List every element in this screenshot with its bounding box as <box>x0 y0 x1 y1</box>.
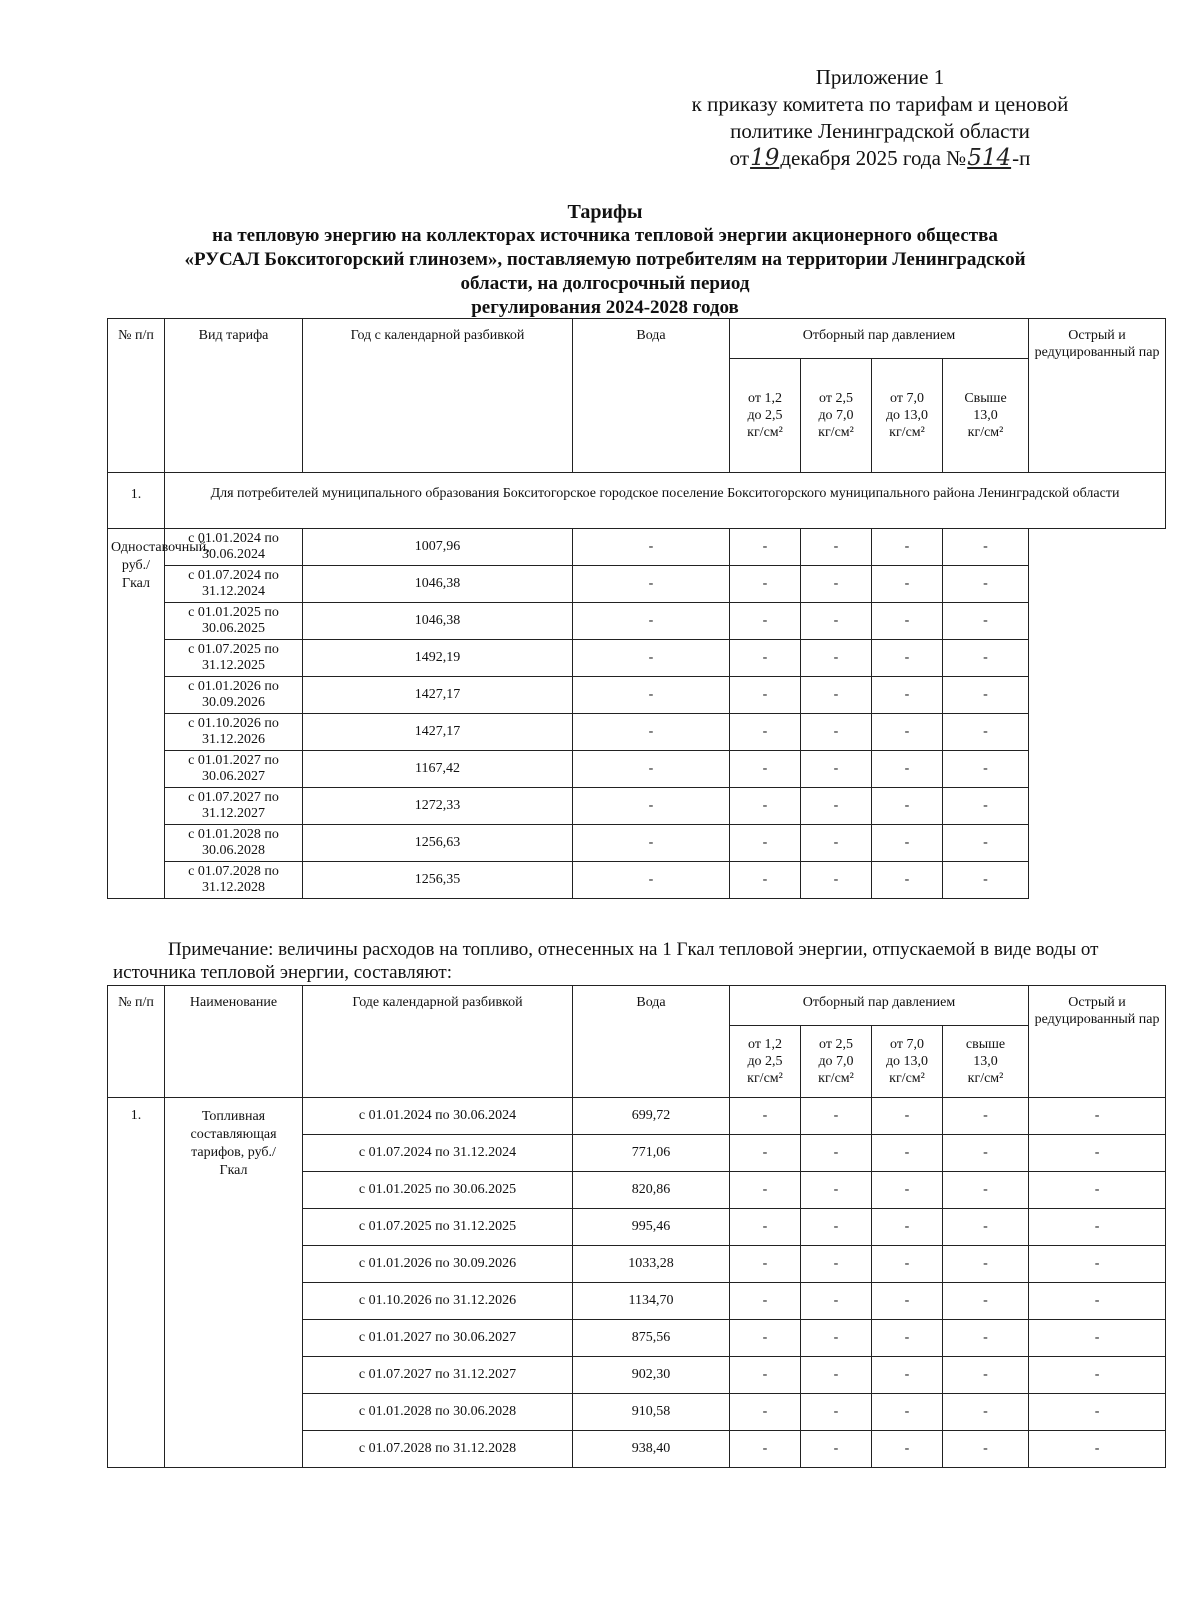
header-num: № п/п <box>108 986 165 1098</box>
dash-cell: - <box>1029 1172 1166 1209</box>
dash-cell: - <box>943 714 1029 751</box>
dash-cell: - <box>872 603 943 640</box>
table-row <box>108 677 1166 714</box>
water-cell: 1256,35 <box>303 862 573 899</box>
dash-cell: - <box>801 529 872 566</box>
dash-cell: - <box>573 677 730 714</box>
dash-cell: - <box>801 640 872 677</box>
pressure-1: от 1,2 до 2,5 кг/см² <box>730 359 801 473</box>
dash-cell: - <box>872 1246 943 1283</box>
dash-cell: - <box>801 825 872 862</box>
water-cell: 699,72 <box>573 1098 730 1135</box>
dash-cell: - <box>801 1209 872 1246</box>
table-row <box>108 1098 1166 1135</box>
dash-cell: - <box>801 714 872 751</box>
header-name: Наименование <box>165 986 303 1098</box>
period-cell: с 01.10.2026 по 31.12.2026 <box>303 1283 573 1320</box>
dash-cell: - <box>730 751 801 788</box>
dash-cell: - <box>801 1320 872 1357</box>
dash-cell: - <box>1029 1283 1166 1320</box>
date-mid: декабря 2025 года № <box>780 146 967 170</box>
header-water: Вода <box>573 986 730 1098</box>
dash-cell: - <box>801 751 872 788</box>
dash-cell: - <box>730 1209 801 1246</box>
dash-cell: - <box>943 1209 1029 1246</box>
dash-cell: - <box>801 603 872 640</box>
water-cell: 1167,42 <box>303 751 573 788</box>
water-cell: 1046,38 <box>303 566 573 603</box>
appendix-line-2: к приказу комитета по тарифам и ценовой <box>691 92 1069 116</box>
water-cell: 938,40 <box>573 1431 730 1468</box>
table-row <box>108 714 1166 751</box>
dash-cell: - <box>801 862 872 899</box>
dash-cell: - <box>872 751 943 788</box>
table-row <box>108 640 1166 677</box>
note-paragraph <box>113 938 1113 984</box>
water-cell: 1427,17 <box>303 677 573 714</box>
table-row <box>108 751 1166 788</box>
period-cell: с 01.07.2024 по 31.12.2024 <box>165 566 303 603</box>
water-cell: 1427,17 <box>303 714 573 751</box>
table-row <box>108 862 1166 899</box>
title-line-3: «РУСАЛ Бокситогорский глинозем», поставляемую потребителям на территории Ленинградской <box>184 249 1026 270</box>
water-cell: 1033,28 <box>573 1246 730 1283</box>
dash-cell: - <box>573 603 730 640</box>
dash-cell: - <box>730 1172 801 1209</box>
dash-cell: - <box>943 788 1029 825</box>
tariff-type: Одноставочный, руб./Гкал <box>108 529 165 899</box>
dash-cell: - <box>801 1098 872 1135</box>
period-cell: с 01.10.2026 по 31.12.2026 <box>165 714 303 751</box>
period-cell: с 01.01.2027 по 30.06.2027 <box>303 1320 573 1357</box>
table-row <box>108 529 1166 566</box>
period-cell: с 01.07.2027 по 31.12.2027 <box>303 1357 573 1394</box>
water-cell: 1134,70 <box>573 1283 730 1320</box>
header-kind: Вид тарифа <box>165 319 303 473</box>
dash-cell: - <box>1029 1209 1166 1246</box>
dash-cell: - <box>730 1098 801 1135</box>
water-cell: 1007,96 <box>303 529 573 566</box>
dash-cell: - <box>872 788 943 825</box>
dash-cell: - <box>801 1394 872 1431</box>
dash-cell: - <box>943 1172 1029 1209</box>
table-row <box>108 603 1166 640</box>
water-cell: 1046,38 <box>303 603 573 640</box>
dash-cell: - <box>943 1431 1029 1468</box>
pressure-3: от 7,0 до 13,0 кг/см² <box>872 1026 943 1098</box>
dash-cell: - <box>872 566 943 603</box>
dash-cell: - <box>573 825 730 862</box>
header-year: Год с календарной разбивкой <box>303 319 573 473</box>
period-cell: с 01.07.2025 по 31.12.2025 <box>165 640 303 677</box>
dash-cell: - <box>730 1431 801 1468</box>
header-water: Вода <box>573 319 730 473</box>
title-line-1: Тарифы <box>567 201 643 223</box>
dash-cell: - <box>872 1394 943 1431</box>
dash-cell: - <box>730 862 801 899</box>
period-cell: с 01.07.2024 по 31.12.2024 <box>303 1135 573 1172</box>
appendix-date-line <box>640 145 1120 172</box>
dash-cell: - <box>1029 1394 1166 1431</box>
dash-cell: - <box>801 677 872 714</box>
section-text: Для потребителей муниципального образования Бокситогорское городское поселение Бокситогорского муниципального района Ленинградской области <box>165 473 1166 529</box>
dash-cell: - <box>801 566 872 603</box>
dash-cell: - <box>872 677 943 714</box>
appendix-header <box>640 64 1120 172</box>
water-cell: 910,58 <box>573 1394 730 1431</box>
pressure-4: свыше 13,0 кг/см² <box>943 1026 1029 1098</box>
appendix-line-1: Приложение 1 <box>815 65 945 89</box>
note-text: Примечание: величины расходов на топливо, отнесенных на 1 Гкал тепловой энергии, отпускаемой в виде воды от источника тепловой энергии, составляют: <box>113 939 1099 983</box>
dash-cell: - <box>730 529 801 566</box>
dash-cell: - <box>943 1283 1029 1320</box>
water-cell: 1272,33 <box>303 788 573 825</box>
section-num: 1. <box>108 473 165 529</box>
dash-cell: - <box>801 1172 872 1209</box>
dash-cell: - <box>872 1209 943 1246</box>
table2-body <box>108 1098 1166 1468</box>
header-steam: Отборный пар давлением <box>730 986 1029 1026</box>
dash-cell: - <box>801 1357 872 1394</box>
dash-cell: - <box>573 714 730 751</box>
table-row <box>108 825 1166 862</box>
pressure-2: от 2,5 до 7,0 кг/см² <box>801 1026 872 1098</box>
period-cell: с 01.07.2025 по 31.12.2025 <box>303 1209 573 1246</box>
dash-cell: - <box>872 1135 943 1172</box>
water-cell: 1492,19 <box>303 640 573 677</box>
period-cell: с 01.01.2026 по 30.09.2026 <box>165 677 303 714</box>
period-cell: с 01.01.2025 по 30.06.2025 <box>303 1172 573 1209</box>
pressure-4: Свыше 13,0 кг/см² <box>943 359 1029 473</box>
section-num: 1. <box>108 1098 165 1468</box>
dash-cell: - <box>943 677 1029 714</box>
dash-cell: - <box>730 603 801 640</box>
pressure-3: от 7,0 до 13,0 кг/см² <box>872 359 943 473</box>
number-suffix: -п <box>1012 146 1031 170</box>
date-prefix: от <box>729 146 750 170</box>
dash-cell: - <box>872 862 943 899</box>
table1-header-row <box>108 319 1166 359</box>
dash-cell: - <box>730 566 801 603</box>
dash-cell: - <box>872 714 943 751</box>
dash-cell: - <box>573 862 730 899</box>
dash-cell: - <box>730 1135 801 1172</box>
dash-cell: - <box>573 640 730 677</box>
dash-cell: - <box>1029 1357 1166 1394</box>
dash-cell: - <box>1029 1320 1166 1357</box>
period-cell: с 01.01.2026 по 30.09.2026 <box>303 1246 573 1283</box>
period-cell: с 01.07.2028 по 31.12.2028 <box>165 862 303 899</box>
dash-cell: - <box>730 1283 801 1320</box>
dash-cell: - <box>872 1172 943 1209</box>
dash-cell: - <box>730 640 801 677</box>
dash-cell: - <box>943 1098 1029 1135</box>
dash-cell: - <box>943 751 1029 788</box>
dash-cell: - <box>573 751 730 788</box>
table1-section-row <box>108 473 1166 529</box>
period-cell: с 01.01.2028 по 30.06.2028 <box>303 1394 573 1431</box>
period-cell: с 01.07.2027 по 31.12.2027 <box>165 788 303 825</box>
fuel-name: Топливная составляющая тарифов, руб./Гкал <box>165 1098 303 1468</box>
water-cell: 771,06 <box>573 1135 730 1172</box>
dash-cell: - <box>573 566 730 603</box>
dash-cell: - <box>872 1098 943 1135</box>
period-cell: с 01.01.2027 по 30.06.2027 <box>165 751 303 788</box>
tariff-table <box>107 318 1166 899</box>
dash-cell: - <box>801 1431 872 1468</box>
fuel-table <box>107 985 1166 1468</box>
dash-cell: - <box>872 1283 943 1320</box>
dash-cell: - <box>730 788 801 825</box>
dash-cell: - <box>943 1246 1029 1283</box>
dash-cell: - <box>943 566 1029 603</box>
water-cell: 875,56 <box>573 1320 730 1357</box>
dash-cell: - <box>872 1320 943 1357</box>
period-cell: с 01.01.2024 по 30.06.2024 <box>303 1098 573 1135</box>
dash-cell: - <box>943 603 1029 640</box>
dash-cell: - <box>872 1431 943 1468</box>
dash-cell: - <box>1029 1431 1166 1468</box>
dash-cell: - <box>730 1246 801 1283</box>
dash-cell: - <box>801 788 872 825</box>
header-sharp: Острый и редуцированный пар <box>1029 986 1166 1098</box>
header-sharp: Острый и редуцированный пар <box>1029 319 1166 473</box>
dash-cell: - <box>943 862 1029 899</box>
pressure-2: от 2,5 до 7,0 кг/см² <box>801 359 872 473</box>
water-cell: 902,30 <box>573 1357 730 1394</box>
water-cell: 1256,63 <box>303 825 573 862</box>
dash-cell: - <box>943 640 1029 677</box>
dash-cell: - <box>730 714 801 751</box>
period-cell: с 01.01.2028 по 30.06.2028 <box>165 825 303 862</box>
dash-cell: - <box>943 1320 1029 1357</box>
header-steam: Отборный пар давлением <box>730 319 1029 359</box>
dash-cell: - <box>943 1135 1029 1172</box>
header-num: № п/п <box>108 319 165 473</box>
dash-cell: - <box>872 825 943 862</box>
dash-cell: - <box>943 1357 1029 1394</box>
dash-cell: - <box>730 1320 801 1357</box>
table1-body <box>108 529 1166 899</box>
period-cell: с 01.01.2024 по 30.06.2024 <box>165 529 303 566</box>
dash-cell: - <box>872 1357 943 1394</box>
dash-cell: - <box>573 788 730 825</box>
table-row <box>108 566 1166 603</box>
dash-cell: - <box>943 825 1029 862</box>
dash-cell: - <box>872 529 943 566</box>
dash-cell: - <box>801 1135 872 1172</box>
header-year: Годе календарной разбивкой <box>303 986 573 1098</box>
dash-cell: - <box>730 677 801 714</box>
period-cell: с 01.07.2028 по 31.12.2028 <box>303 1431 573 1468</box>
dash-cell: - <box>801 1283 872 1320</box>
dash-cell: - <box>872 640 943 677</box>
dash-cell: - <box>1029 1246 1166 1283</box>
document-title <box>105 200 1105 320</box>
dash-cell: - <box>801 1246 872 1283</box>
table-row <box>108 788 1166 825</box>
handwritten-day: 19 <box>750 145 780 171</box>
dash-cell: - <box>573 529 730 566</box>
title-line-2: на тепловую энергию на коллекторах источника тепловой энергии акционерного общества <box>212 225 998 246</box>
dash-cell: - <box>943 529 1029 566</box>
dash-cell: - <box>1029 1135 1166 1172</box>
dash-cell: - <box>943 1394 1029 1431</box>
title-line-4: области, на долгосрочный период <box>460 273 750 294</box>
water-cell: 995,46 <box>573 1209 730 1246</box>
period-cell: с 01.01.2025 по 30.06.2025 <box>165 603 303 640</box>
dash-cell: - <box>730 1357 801 1394</box>
title-line-5: регулирования 2024-2028 годов <box>471 297 739 318</box>
dash-cell: - <box>730 825 801 862</box>
handwritten-number: 514 <box>967 145 1012 171</box>
dash-cell: - <box>1029 1098 1166 1135</box>
table2-header-row <box>108 986 1166 1026</box>
dash-cell: - <box>730 1394 801 1431</box>
water-cell: 820,86 <box>573 1172 730 1209</box>
appendix-line-3: политике Ленинградской области <box>730 119 1030 143</box>
pressure-1: от 1,2 до 2,5 кг/см² <box>730 1026 801 1098</box>
